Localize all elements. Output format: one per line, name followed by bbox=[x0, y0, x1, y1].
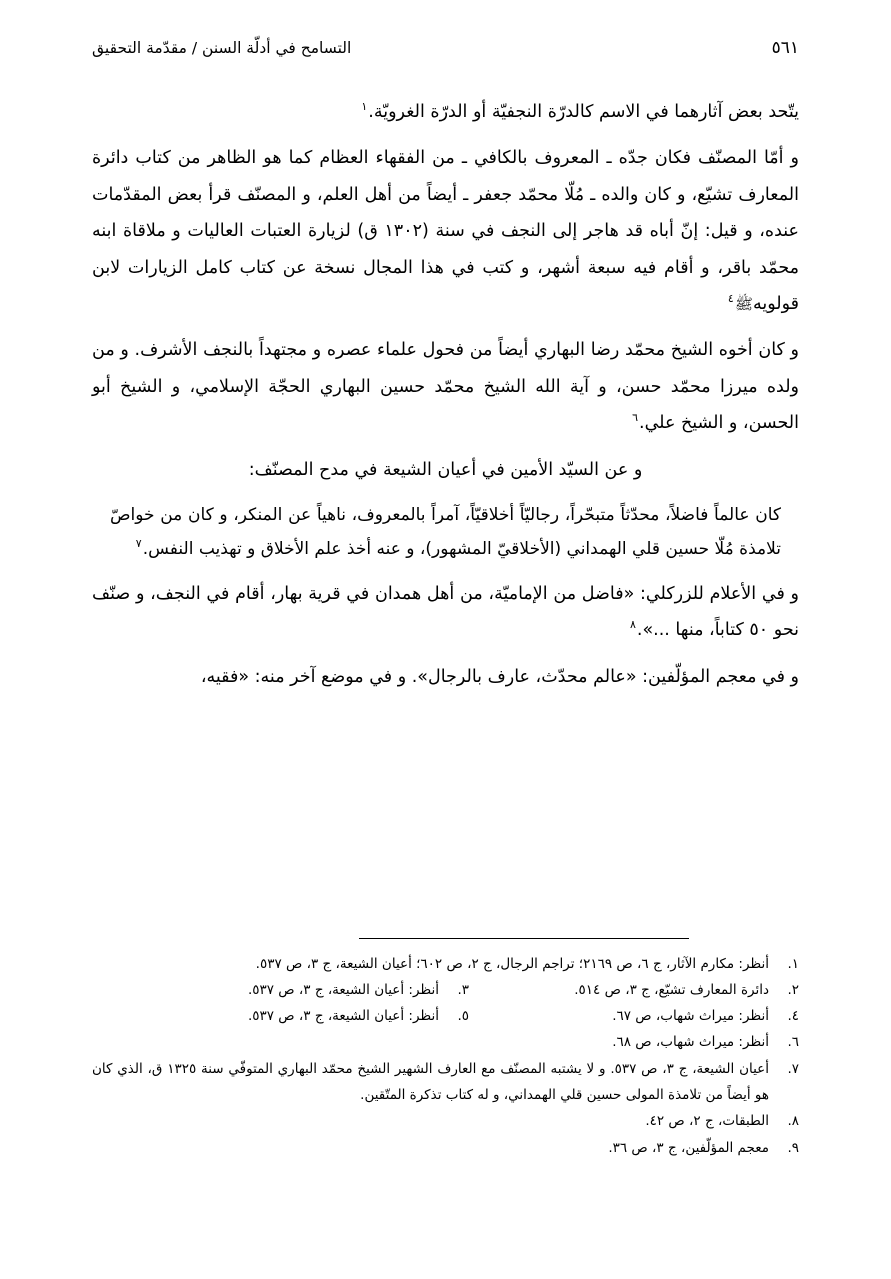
footnote-1-number: ١. bbox=[787, 955, 799, 972]
quote-block-1 bbox=[92, 498, 799, 566]
footnote-row-4-5 bbox=[92, 1003, 799, 1029]
footnote-7 bbox=[92, 1056, 799, 1109]
footnote-2-number: ٢. bbox=[787, 981, 799, 998]
paragraph-6-text: و في معجم المؤلّفين: «عالم محدّث، عارف بالرجال». و في موضع آخر منه: «فقيه، bbox=[200, 666, 799, 687]
paragraph-3 bbox=[92, 332, 799, 441]
paragraph-1-text: يتّحد بعض آثارهما في الاسم كالدرّة النجفيّة أو الدرّة الغرويّة. bbox=[368, 102, 799, 122]
footnote-5-number: ٥. bbox=[457, 1008, 469, 1025]
footnote-6-number: ٦. bbox=[787, 1034, 799, 1051]
footnote-8-number: ٨. bbox=[787, 1113, 799, 1130]
paragraph-4-text: و عن السيّد الأمين في أعيان الشيعة في مدح المصنّف: bbox=[248, 459, 643, 480]
footnote-5-text: أنظر: أعيان الشيعة، ج ٣، ص ٥٣٧. bbox=[247, 1008, 439, 1025]
footnote-8 bbox=[92, 1108, 799, 1134]
page-header bbox=[92, 38, 799, 58]
footnote-3-number: ٣. bbox=[457, 981, 469, 998]
footnote-5 bbox=[248, 1003, 469, 1029]
footnote-8-text: الطبقات، ج ٢، ص ٤٢. bbox=[645, 1113, 769, 1130]
footnote-4-number: ٤. bbox=[787, 1008, 799, 1025]
footnote-6 bbox=[92, 1029, 799, 1055]
footnote-4-text: أنظر: ميراث شهاب، ص ٦٧. bbox=[612, 1008, 769, 1025]
footnote-separator bbox=[359, 938, 689, 939]
footnote-9-number: ٩. bbox=[787, 1139, 799, 1156]
footnote-7-number: ٧. bbox=[787, 1060, 799, 1077]
footnote-3 bbox=[248, 977, 469, 1003]
paragraph-6 bbox=[92, 659, 799, 695]
footnote-9-text: معجم المؤلّفين، ج ٣، ص ٣٦. bbox=[608, 1139, 769, 1156]
paragraph-2-text: و أمّا المصنّف فكان جدّه ـ المعروف بالكافي ـ من الفقهاء العظام كما هو الظاهر من كتاب دائرة المعارف تشيّع، و كان والده ـ مُلّا محمّد جعفر ـ أيضاً من أهل العلم، و المصنّف قرأ بعض المقدّمات عنده، و قيل: إنّ أباه قد هاجر إلى النجف في سنة (١٣٠٢ ق) لزيارة العتبات العاليات و ملاقاة ابنه محمّد باقر، و أقام فيه سبعة أشهر، و كتب في هذا المجال نسخة عن كتاب كامل الزيارات لابن قولويه bbox=[92, 148, 799, 314]
running-head-title: التسامح في أدلّة السنن / مقدّمة التحقيق bbox=[92, 39, 352, 57]
paragraph-4 bbox=[92, 452, 799, 488]
footnote-9 bbox=[92, 1135, 799, 1161]
footnotes-section bbox=[92, 938, 799, 1162]
footnote-1 bbox=[92, 951, 799, 977]
footnote-marker-6: ٦ bbox=[632, 411, 639, 425]
quote-block-1-text: كان عالماً فاضلاً، محدّثاً متبحّراً، رجاليّاً أخلاقيّاً، آمراً بالمعروف، ناهياً عن المنكر، و كان من خواصّ تلامذة مُلّا حسين قلي الهمداني (الأخلاقيّ المشهور)، و عنه أخذ علم الأخلاق و تهذيب النفس. bbox=[110, 504, 781, 559]
paragraph-2 bbox=[92, 140, 799, 322]
footnote-marker-4: ٤ bbox=[727, 292, 734, 306]
footnote-2-text: دائرة المعارف تشيّع، ج ٣، ص ٥١٤. bbox=[574, 981, 769, 998]
footnote-marker-7: ٧ bbox=[135, 537, 142, 551]
footnote-7-text: أعيان الشيعة، ج ٣، ص ٥٣٧. و لا يشتبه المصنّف مع العارف الشهير الشيخ محمّد البهاري المتوفّي سنة ١٣٢٥ ق، الذي كان هو أيضاً من تلامذة المولى حسين قلي الهمداني، و له كتاب تذكرة المتّقين. bbox=[92, 1060, 769, 1104]
footnote-6-text: أنظر: ميراث شهاب، ص ٦٨. bbox=[612, 1034, 769, 1051]
paragraph-5 bbox=[92, 576, 799, 649]
paragraph-3-text: و كان أخوه الشيخ محمّد رضا البهاري أيضاً من فحول علماء عصره و مجتهداً بالنجف الأشرف. و من ولده ميرزا محمّد حسن، و آية الله الشيخ محمّد حسين البهاري الحجّة الإسلامي، و الشيخ أبو الحسن، و الشيخ علي. bbox=[92, 340, 799, 434]
footnote-marker-1: ١ bbox=[361, 100, 368, 114]
footnote-1-text: أنظر: مكارم الآثار، ج ٦، ص ٢١٦٩؛ تراجم الرجال، ج ٢، ص ٦٠٢؛ أعيان الشيعة، ج ٣، ص ٥٣٧. bbox=[255, 955, 769, 972]
footnote-4 bbox=[469, 1003, 799, 1029]
footnote-marker-8: ٨ bbox=[629, 618, 636, 632]
paragraph-5-text: و في الأعلام للزركلي: «فاضل من الإماميّة، من أهل همدان في قرية بهار، أقام في النجف، و صنّف نحو ٥٠ كتاباً، منها ...». bbox=[92, 583, 799, 641]
page-body bbox=[92, 94, 799, 695]
footnote-list bbox=[92, 951, 799, 1162]
footnote-2 bbox=[469, 977, 799, 1003]
footnote-row-2-3 bbox=[92, 977, 799, 1003]
honorific-symbol: ﷺ bbox=[734, 294, 753, 313]
paragraph-1 bbox=[92, 94, 799, 130]
footnote-3-text: أنظر: أعيان الشيعة، ج ٣، ص ٥٣٧. bbox=[247, 981, 439, 998]
page-number: ٥٦١ bbox=[771, 38, 799, 58]
